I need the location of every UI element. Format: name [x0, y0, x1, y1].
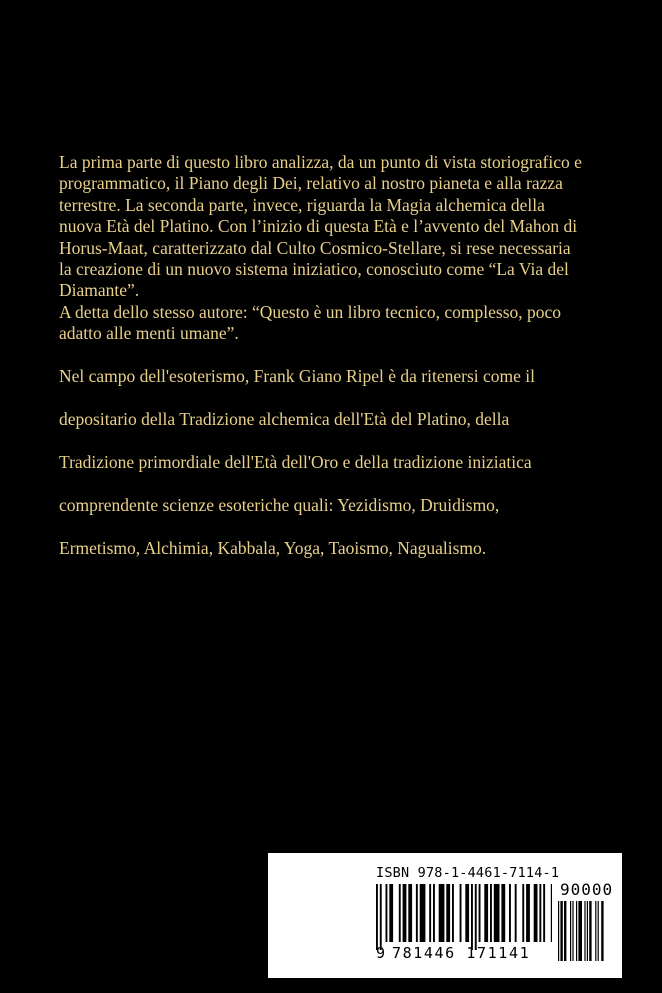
barcode-bar — [446, 884, 450, 942]
barcode-bar — [551, 884, 552, 942]
bio-line-1: Nel campo dell'esoterismo, Frank Giano Ripel è da ritenersi come il — [59, 366, 536, 387]
blurb-line-1: La prima parte di questo libro analizza, da un punto di vista storiografico e — [59, 152, 582, 172]
blurb-line-7: Diamante”. — [59, 280, 140, 301]
barcode-bar — [380, 884, 382, 950]
bio-line-3: Tradizione primordiale dell'Età dell'Oro e della tradizione iniziatica — [59, 452, 532, 473]
barcode-bar — [479, 884, 481, 942]
barcode-bar — [560, 901, 562, 961]
isbn-barcode-box — [268, 853, 622, 978]
ean-first-digit: 9 — [376, 944, 386, 962]
barcode-bar — [558, 901, 559, 961]
barcode-bar — [403, 884, 407, 942]
barcode-bar — [515, 884, 517, 942]
barcode-bar — [452, 884, 454, 942]
blurb-line-4: nuova Età del Platino. Con l’inizio di questa Età e l’avvento del Mahon di — [59, 216, 578, 237]
author-bio-paragraph — [59, 345, 619, 580]
isbn-label: ISBN 978-1-4461-7114-1 — [376, 865, 560, 881]
barcode-bar — [595, 901, 596, 961]
barcode-bar — [576, 901, 577, 961]
barcode-bar — [465, 884, 469, 942]
barcode-bar — [429, 884, 431, 942]
barcode-bar — [376, 884, 378, 950]
barcode-bar — [416, 884, 418, 942]
barcode-bar — [509, 884, 511, 942]
barcode-bar — [589, 901, 591, 961]
blurb-line-6: la creazione di un nuovo sistema iniziatico, conosciuto come “La Via del — [59, 259, 569, 280]
blurb-paragraph — [59, 152, 619, 345]
barcode-bar — [584, 901, 585, 961]
barcode-bar — [439, 884, 445, 942]
blurb-line-9: adatto alle menti umane”. — [59, 323, 239, 344]
barcode-bar — [570, 901, 571, 961]
barcode-bar — [389, 884, 393, 942]
barcode-bar — [501, 884, 505, 942]
barcode-bar — [433, 884, 435, 942]
bio-line-5: Ermetismo, Alchimia, Kabbala, Yoga, Taoismo, Nagualismo. — [59, 537, 487, 558]
barcode-bar — [543, 884, 545, 942]
barcode-bar — [408, 884, 412, 942]
barcode-bar — [471, 884, 473, 950]
blurb-line-5: Horus-Maat, caratterizzato dal Culto Cosmico-Stellare, si rese necessaria — [59, 237, 571, 258]
barcode-bar — [539, 884, 541, 942]
barcode-bar — [460, 884, 462, 942]
blurb-line-3: terrestre. La seconda parte, invece, riguarda la Magia alchemica della — [59, 194, 545, 215]
addon-price-code: 90000 — [560, 880, 614, 899]
addon-barcode-bars — [558, 901, 610, 961]
barcode-bar — [564, 901, 566, 961]
blurb-line-8: A detta dello stesso autore: “Questo è un libro tecnico, complesso, poco — [59, 301, 562, 322]
blurb-line-2: programmatico, il Piano degli Dei, relativo al nostro pianeta e alla razza — [59, 173, 563, 194]
ean-barcode-bars — [376, 884, 552, 950]
barcode-bar — [572, 901, 573, 961]
barcode-bar — [522, 884, 524, 942]
barcode-bar — [578, 901, 582, 961]
barcode-bar — [475, 884, 477, 950]
barcode-bar — [494, 884, 500, 942]
barcode-bar — [598, 901, 599, 961]
barcode-bar — [534, 884, 538, 942]
bio-line-4: comprendente scienze esoteriche quali: Yezidismo, Druidismo, — [59, 494, 500, 515]
barcode-bar — [484, 884, 488, 942]
barcode-bar — [587, 901, 588, 961]
barcode-bar — [526, 884, 530, 942]
barcode-bar — [399, 884, 401, 942]
barcode-bar — [490, 884, 492, 942]
barcode-bar — [386, 884, 388, 942]
barcode-bar — [420, 884, 426, 942]
barcode-bar — [601, 901, 603, 961]
ean-digits: 781446 171141 — [392, 944, 531, 962]
bio-line-2: depositario della Tradizione alchemica dell'Età del Platino, della — [59, 409, 510, 430]
